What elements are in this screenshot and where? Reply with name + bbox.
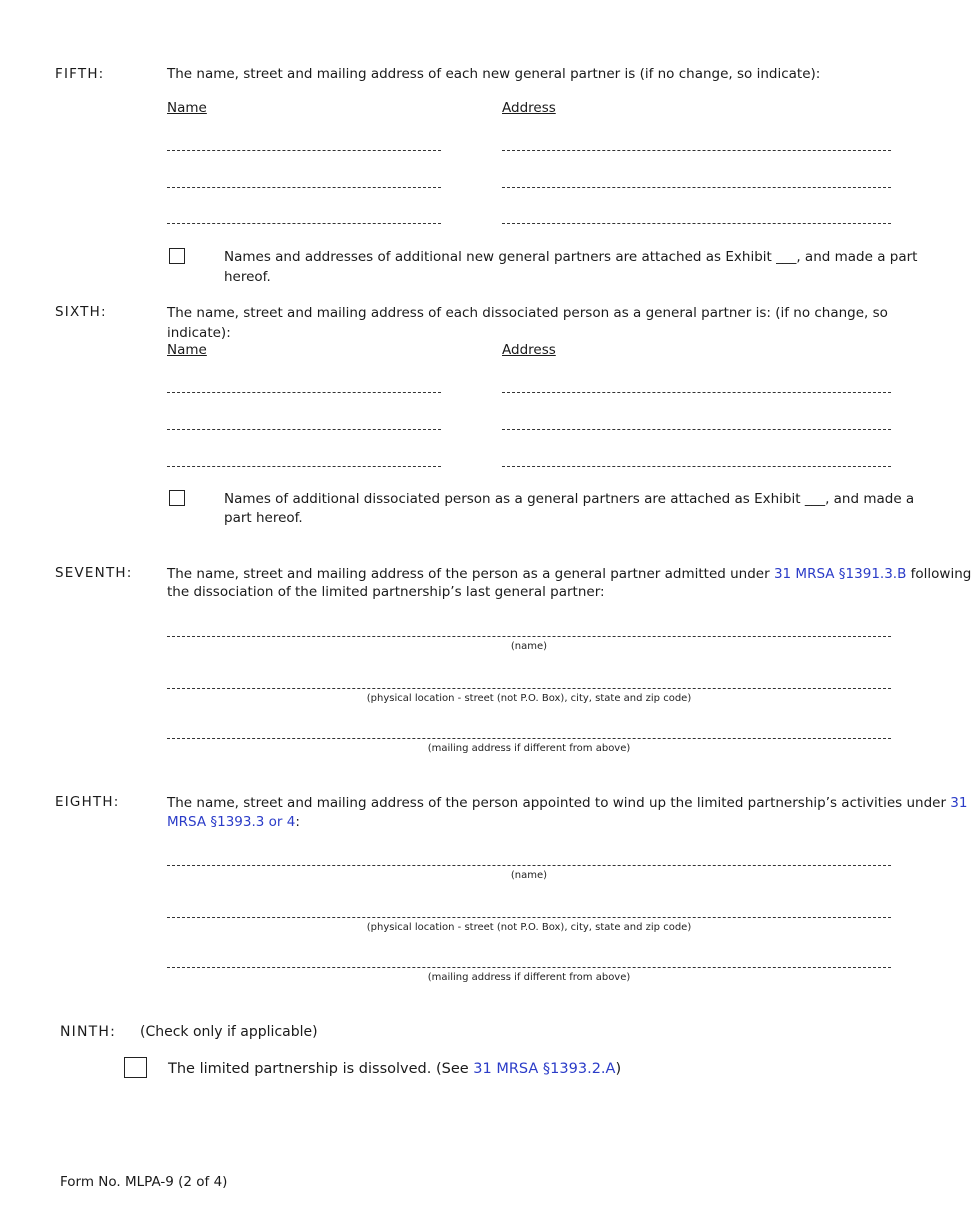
eighth-name-field[interactable]	[167, 865, 891, 866]
seventh-mailing-field[interactable]	[167, 738, 891, 739]
sixth-name-header: Name	[167, 342, 207, 358]
eighth-physical-field[interactable]	[167, 917, 891, 918]
seventh-text-after-link: following	[906, 566, 971, 582]
seventh-label: SEVENTH:	[55, 565, 133, 581]
footer-form-number: Form No. MLPA-9 (2 of 4)	[60, 1174, 228, 1190]
eighth-statute-link-part2[interactable]: MRSA §1393.3 or 4	[167, 814, 296, 830]
fifth-label: FIFTH:	[55, 66, 105, 82]
eighth-label: EIGHTH:	[55, 794, 120, 810]
fifth-name-header: Name	[167, 100, 207, 116]
sixth-name-field-3[interactable]	[167, 466, 441, 467]
ninth-checkbox-text	[168, 1059, 621, 1079]
sixth-additional-checkbox[interactable]	[169, 490, 185, 506]
fifth-name-field-3[interactable]	[167, 223, 441, 224]
sixth-name-field-2[interactable]	[167, 429, 441, 430]
eighth-caption-physical: (physical location - street (not P.O. Box), city, state and zip code)	[366, 922, 692, 933]
eighth-text-line2	[167, 812, 300, 832]
fifth-address-header: Address	[502, 100, 556, 116]
eighth-text-line1	[167, 793, 968, 813]
ninth-note: (Check only if applicable)	[140, 1024, 318, 1040]
seventh-caption-physical: (physical location - street (not P.O. Box), city, state and zip code)	[366, 693, 692, 704]
sixth-address-field-1[interactable]	[502, 392, 891, 393]
sixth-label: SIXTH:	[55, 304, 107, 320]
eighth-caption-name: (name)	[510, 870, 548, 881]
ninth-text-after-link: )	[615, 1061, 622, 1077]
sixth-address-field-3[interactable]	[502, 466, 891, 467]
eighth-text-after-link: :	[295, 814, 300, 830]
eighth-text: The name, street and mailing address of the person appointed to wind up the limited partnership’s activities under	[167, 795, 951, 811]
ninth-text-before-link: The limited partnership is dissolved. (See	[168, 1061, 474, 1077]
seventh-caption-mailing: (mailing address if different from above)	[427, 743, 631, 754]
seventh-text-line2: the dissociation of the limited partnership’s last general partner:	[167, 584, 605, 600]
fifth-checkbox-text: Names and addresses of additional new general partners are attached as Exhibit ___, and made a part hereof.	[224, 249, 918, 285]
eighth-statute-link-part1[interactable]: 31	[950, 795, 968, 811]
ninth-label: NINTH:	[60, 1024, 117, 1040]
fifth-text: The name, street and mailing address of each new general partner is (if no change, so indicate):	[167, 66, 821, 82]
sixth-name-field-1[interactable]	[167, 392, 441, 393]
seventh-caption-name: (name)	[510, 641, 548, 652]
fifth-address-field-1[interactable]	[502, 150, 891, 151]
fifth-address-field-2[interactable]	[502, 187, 891, 188]
sixth-checkbox-text-line2: part hereof.	[224, 510, 303, 526]
ninth-dissolved-checkbox[interactable]	[124, 1057, 147, 1078]
seventh-physical-field[interactable]	[167, 688, 891, 689]
seventh-statute-link[interactable]: 31 MRSA §1391.3.B	[773, 566, 907, 582]
fifth-name-field-1[interactable]	[167, 150, 441, 151]
fifth-address-field-3[interactable]	[502, 223, 891, 224]
sixth-text: The name, street and mailing address of each dissociated person as a general partner is: (if no change, so indicate):	[167, 305, 888, 341]
eighth-caption-mailing: (mailing address if different from above)	[427, 972, 631, 983]
seventh-text-line1	[167, 564, 971, 584]
ninth-statute-link[interactable]: 31 MRSA §1393.2.A	[473, 1061, 616, 1077]
fifth-name-field-2[interactable]	[167, 187, 441, 188]
seventh-text-before-link: The name, street and mailing address of the person as a general partner admitted under	[167, 566, 774, 582]
sixth-address-header: Address	[502, 342, 556, 358]
sixth-address-field-2[interactable]	[502, 429, 891, 430]
fifth-additional-checkbox[interactable]	[169, 248, 185, 264]
eighth-mailing-field[interactable]	[167, 967, 891, 968]
seventh-name-field[interactable]	[167, 636, 891, 637]
sixth-checkbox-text-line1: Names of additional dissociated person as a general partners are attached as Exhibit ___, and made a	[224, 491, 915, 507]
